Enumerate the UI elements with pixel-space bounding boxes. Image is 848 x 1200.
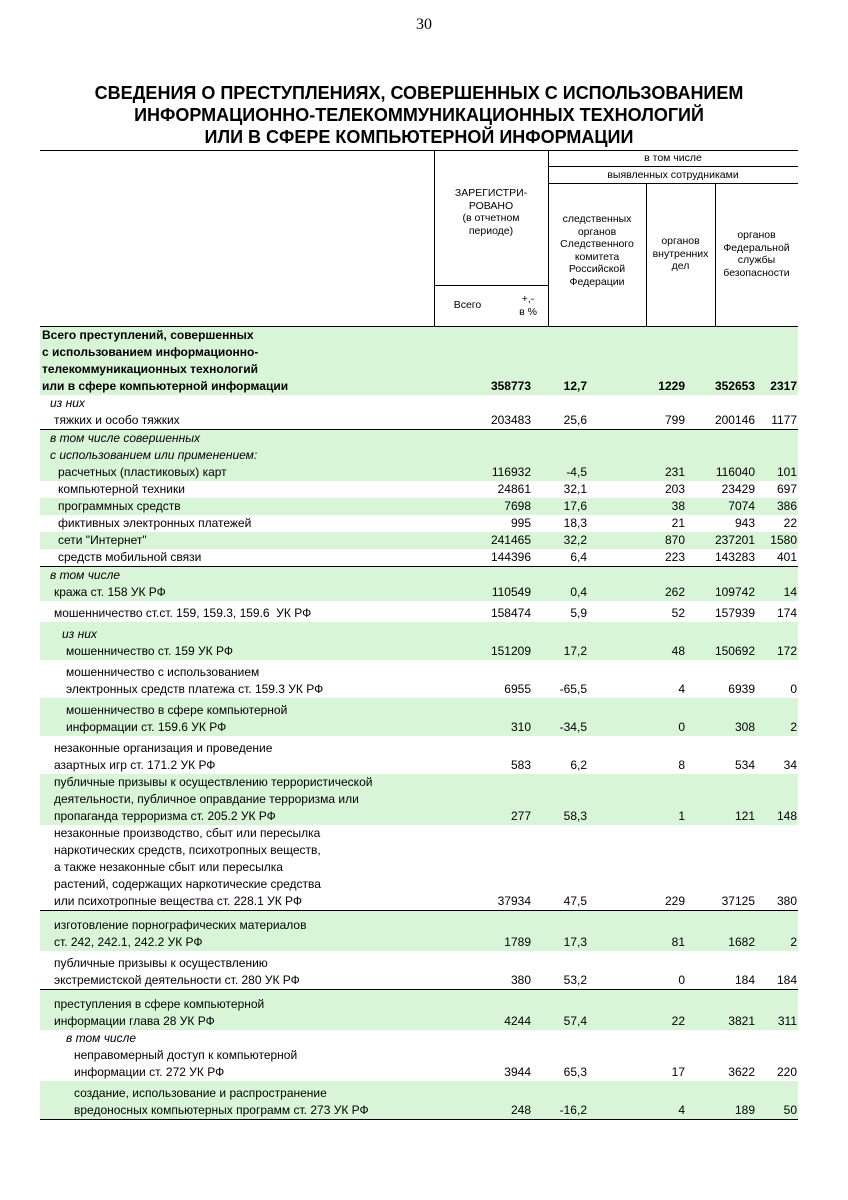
detected-mvd-cell: 943 [734, 516, 755, 530]
fsb-header: органов Федеральной службы безопасности [723, 229, 790, 279]
detected-fsb-cell: 34 [783, 758, 797, 772]
table-row [40, 825, 798, 910]
row-label: или психотропные вещества ст. 228.1 УК РФ [54, 894, 303, 908]
change-percent-cell: 17,3 [563, 935, 587, 949]
detected-sk-cell: 8 [678, 758, 685, 772]
registered-total-cell: 158474 [490, 606, 531, 620]
detected-fsb-cell: 2 [790, 935, 797, 949]
row-label: вредоносных компьютерных программ ст. 273 УК РФ [74, 1103, 369, 1117]
table-row [40, 1047, 798, 1081]
detected-sk-cell: 52 [671, 606, 685, 620]
detected-mvd-cell: 534 [734, 758, 755, 772]
detected-mvd-cell: 157939 [714, 606, 755, 620]
page-title [40, 82, 798, 148]
detected-sk-cell: 17 [671, 1065, 685, 1079]
detected-fsb-cell: 311 [777, 1014, 797, 1028]
table-row [40, 549, 798, 566]
detected-sk-cell: 38 [671, 499, 685, 513]
row-label: информации глава 28 УК РФ [54, 1014, 215, 1028]
detected-mvd-cell: 189 [734, 1103, 755, 1117]
detected-header: выявленных сотрудниками [607, 169, 739, 181]
detected-sk-cell: 48 [671, 644, 685, 658]
row-label: кража ст. 158 УК РФ [54, 585, 166, 599]
detected-mvd-cell: 352653 [714, 379, 755, 393]
registered-total-cell: 3944 [504, 1065, 531, 1079]
detected-mvd-cell: 23429 [721, 482, 755, 496]
detected-mvd-cell: 200146 [714, 413, 755, 427]
registered-total-cell: 277 [510, 809, 531, 823]
detected-sk-cell: 1229 [658, 379, 685, 393]
table-row [40, 584, 798, 601]
row-label: мошенничество с использованием [66, 665, 260, 679]
mvd-header: органов внутренних дел [652, 235, 709, 272]
table-row [40, 643, 798, 660]
detected-sk-cell: 1 [678, 809, 685, 823]
table-row [40, 429, 798, 464]
table-header [40, 150, 798, 327]
detected-mvd-cell: 308 [734, 720, 755, 734]
row-label: программных средств [58, 499, 181, 513]
detected-sk-cell: 0 [678, 720, 685, 734]
change-percent-cell: -65,5 [559, 682, 587, 696]
title-line: ИНФОРМАЦИОННО-ТЕЛЕКОММУНИКАЦИОННЫХ ТЕХНОЛОГИЙ [134, 105, 704, 125]
detected-sk-cell: 799 [664, 413, 685, 427]
table-row [40, 601, 798, 622]
row-label: деятельности, публичное оправдание терроризма или [54, 792, 359, 806]
table-row [40, 736, 798, 774]
row-label: создание, использование и распространение [74, 1086, 327, 1100]
detected-mvd-cell: 150692 [714, 644, 755, 658]
table-row [40, 395, 798, 412]
row-label: пропаганда терроризма ст. 205.2 УК РФ [54, 809, 276, 823]
registered-total-cell: 241465 [490, 533, 531, 547]
table-row [40, 515, 798, 532]
detected-mvd-cell: 1682 [728, 935, 755, 949]
detected-fsb-cell: 1177 [771, 413, 797, 427]
change-percent-cell: 17,2 [563, 644, 587, 658]
row-label: мошенничество в сфере компьютерной [66, 703, 288, 717]
detected-sk-cell: 4 [678, 682, 685, 696]
detected-sk-cell: 203 [664, 482, 685, 496]
detected-sk-cell: 22 [671, 1014, 685, 1028]
detected-mvd-cell: 37125 [721, 894, 755, 908]
change-percent-cell: -34,5 [559, 720, 587, 734]
registered-total-cell: 151209 [490, 644, 531, 658]
row-label: наркотических средств, психотропных веществ, [54, 843, 321, 857]
registered-total-cell: 358773 [490, 379, 531, 393]
detected-mvd-cell: 7074 [728, 499, 755, 513]
table-row [40, 989, 798, 1030]
detected-fsb-cell: 386 [776, 499, 797, 513]
table-row [40, 412, 798, 429]
registered-total-cell: 583 [510, 758, 531, 772]
row-label: тяжких и особо тяжких [54, 413, 180, 427]
registered-total-cell: 380 [510, 973, 531, 987]
detected-sk-cell: 21 [671, 516, 685, 530]
change-percent-cell: 6,4 [570, 550, 587, 564]
registered-total-cell: 995 [510, 516, 531, 530]
detected-mvd-cell: 3622 [728, 1065, 755, 1079]
table-row [40, 532, 798, 549]
change-percent-cell: 32,2 [563, 533, 587, 547]
registered-total-cell: 203483 [490, 413, 531, 427]
row-label: информации ст. 159.6 УК РФ [66, 720, 227, 734]
table-row [40, 326, 798, 395]
detected-fsb-cell: 101 [776, 465, 797, 479]
row-label: телекоммуникационных технологий [42, 362, 259, 376]
row-label: растений, содержащих наркотические средства [54, 877, 321, 891]
change-percent-cell: 0,4 [570, 585, 587, 599]
registered-total-cell: 110549 [491, 585, 531, 599]
registered-total-cell: 310 [510, 720, 531, 734]
row-label: средств мобильной связи [58, 550, 202, 564]
row-label: мошенничество ст.ст. 159, 159.3, 159.6 УК РФ [54, 606, 312, 620]
table-row [40, 951, 798, 989]
row-label: неправомерный доступ к компьютерной [74, 1048, 298, 1062]
change-percent-cell: 53,2 [563, 973, 587, 987]
registered-total-cell: 37934 [497, 894, 531, 908]
registered-total-cell: 116932 [491, 465, 531, 479]
change-percent-cell: -4,5 [566, 465, 587, 479]
detected-mvd-cell: 121 [734, 809, 755, 823]
detected-fsb-cell: 0 [790, 682, 797, 696]
registered-total-cell: 1789 [504, 935, 531, 949]
row-label: в том числе [50, 568, 121, 582]
change-percent-cell: -16,2 [559, 1103, 587, 1117]
registered-total-cell: 7698 [504, 499, 531, 513]
title-line: ИЛИ В СФЕРЕ КОМПЬЮТЕРНОЙ ИНФОРМАЦИИ [204, 127, 634, 147]
title-line: СВЕДЕНИЯ О ПРЕСТУПЛЕНИЯХ, СОВЕРШЕННЫХ С ИСПОЛЬЗОВАНИЕМ [94, 83, 744, 103]
detected-mvd-cell: 109742 [714, 585, 755, 599]
table-row [40, 498, 798, 515]
registered-total-cell: 248 [510, 1103, 531, 1117]
registered-total-cell: 24861 [497, 482, 531, 496]
row-label: азартных игр ст. 171.2 УК РФ [54, 758, 216, 772]
total-header: Всего [453, 299, 482, 311]
detected-fsb-cell: 22 [783, 516, 797, 530]
row-label: с использованием или применением: [50, 448, 258, 462]
detected-fsb-cell: 148 [776, 809, 797, 823]
detected-fsb-cell: 2 [790, 720, 797, 734]
change-percent-cell: 5,9 [570, 606, 587, 620]
detected-fsb-cell: 14 [783, 585, 797, 599]
registered-total-cell: 4244 [504, 1014, 531, 1028]
change-percent-cell: 18,3 [563, 516, 587, 530]
row-label: в том числе совершенных [50, 431, 201, 445]
row-label: мошенничество ст. 159 УК РФ [66, 644, 233, 658]
detected-fsb-cell: 380 [776, 894, 797, 908]
row-label: а также незаконные сбыт или пересылка [54, 860, 283, 874]
table-row [40, 698, 798, 736]
detected-fsb-cell: 184 [776, 973, 797, 987]
detected-fsb-cell: 401 [776, 550, 797, 564]
row-label: информации ст. 272 УК РФ [74, 1065, 225, 1079]
sk-header: следственных органов Следственного комитета Российской Федерации [560, 213, 634, 288]
table-row [40, 622, 798, 643]
change-percent-cell: 17,6 [563, 499, 587, 513]
detected-fsb-cell: 50 [783, 1103, 797, 1117]
page-number: 30 [416, 16, 432, 33]
table-body [40, 326, 798, 1120]
change-percent-cell: 12,7 [563, 379, 587, 393]
row-label: ст. 242, 242.1, 242.2 УК РФ [54, 935, 203, 949]
detected-sk-cell: 229 [664, 894, 685, 908]
change-percent-cell: 57,4 [563, 1014, 587, 1028]
row-label: расчетных (пластиковых) карт [58, 465, 227, 479]
row-label: изготовление порнографических материалов [54, 918, 307, 932]
detected-sk-cell: 262 [664, 585, 685, 599]
row-label: компьютерной техники [58, 482, 185, 496]
row-label: публичные призывы к осуществлению [54, 956, 268, 970]
table-row [40, 1081, 798, 1120]
row-label: из них [62, 627, 97, 641]
row-label: в том числе [66, 1031, 137, 1045]
table-row [40, 464, 798, 481]
detected-mvd-cell: 143283 [714, 550, 755, 564]
detected-mvd-cell: 237201 [714, 533, 755, 547]
including-header: в том числе [644, 152, 702, 164]
registered-total-cell: 144396 [490, 550, 531, 564]
detected-sk-cell: 0 [678, 973, 685, 987]
detected-fsb-cell: 697 [776, 482, 797, 496]
row-label: из них [50, 396, 85, 410]
table-row [40, 481, 798, 498]
row-label: публичные призывы к осуществлению террористической [54, 775, 373, 789]
detected-fsb-cell: 2317 [770, 379, 797, 393]
row-label: незаконные производство, сбыт или пересылка [54, 826, 321, 840]
detected-sk-cell: 81 [671, 935, 685, 949]
row-label: или в сфере компьютерной информации [42, 379, 289, 393]
detected-sk-cell: 223 [664, 550, 685, 564]
detected-fsb-cell: 1580 [770, 533, 797, 547]
detected-sk-cell: 231 [664, 465, 685, 479]
detected-fsb-cell: 172 [776, 644, 797, 658]
detected-sk-cell: 870 [664, 533, 685, 547]
change-percent-cell: 32,1 [563, 482, 587, 496]
row-label: сети "Интернет" [58, 533, 147, 547]
detected-fsb-cell: 220 [776, 1065, 797, 1079]
change-percent-cell: 6,2 [570, 758, 587, 772]
table-row [40, 910, 798, 951]
table-row [40, 660, 798, 698]
detected-fsb-cell: 174 [776, 606, 797, 620]
detected-mvd-cell: 184 [734, 973, 755, 987]
row-label: электронных средств платежа ст. 159.3 УК РФ [66, 682, 324, 696]
registered-header: ЗАРЕГИСТРИ- РОВАНО (в отчетном периоде) [454, 187, 528, 237]
change-percent-cell: 25,6 [563, 413, 587, 427]
row-label: незаконные организация и проведение [54, 741, 273, 755]
table-row [40, 1030, 798, 1047]
row-label: с использованием информационно- [42, 345, 259, 359]
change-header: +,- в % [519, 293, 537, 318]
table-row [40, 566, 798, 584]
row-label: Всего преступлений, совершенных [42, 328, 254, 342]
change-percent-cell: 65,3 [563, 1065, 587, 1079]
change-percent-cell: 47,5 [563, 894, 587, 908]
registered-total-cell: 6955 [504, 682, 531, 696]
detected-mvd-cell: 6939 [728, 682, 755, 696]
detected-mvd-cell: 116040 [715, 465, 755, 479]
detected-mvd-cell: 3821 [728, 1014, 755, 1028]
detected-sk-cell: 4 [678, 1103, 685, 1117]
row-label: фиктивных электронных платежей [58, 516, 252, 530]
row-label: преступления в сфере компьютерной [54, 997, 265, 1011]
table-row [40, 774, 798, 825]
change-percent-cell: 58,3 [563, 809, 587, 823]
row-label: экстремистской деятельности ст. 280 УК РФ [54, 973, 300, 987]
